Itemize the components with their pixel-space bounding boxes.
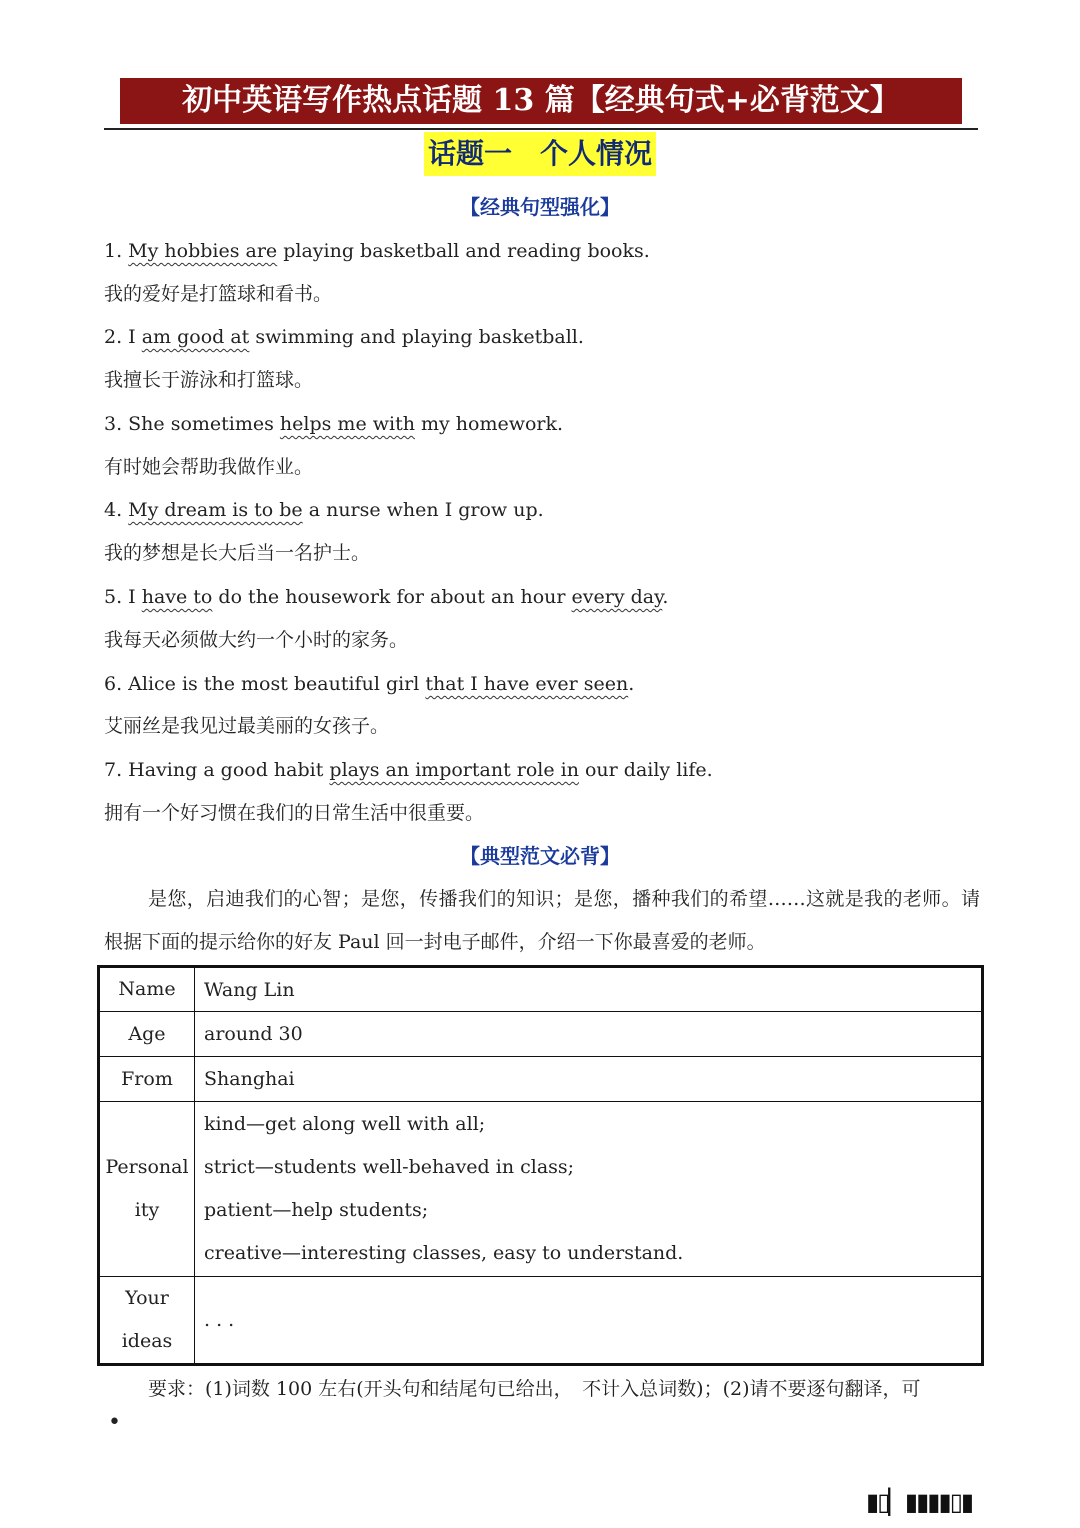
table-row — [99, 1057, 983, 1102]
ideas-label: Your ideas — [99, 1277, 195, 1365]
from-label: From — [99, 1057, 195, 1102]
sentence-en: 3. She sometimes helps me with my homework. — [104, 413, 564, 435]
name-value: Wang Lin — [195, 967, 983, 1012]
watermark-icon: ▮▯▏▮▮▮▮▯▮ — [866, 1488, 973, 1516]
personality-line: patient—help students; — [204, 1199, 429, 1221]
teacher-info-table — [97, 965, 984, 1366]
sentence-en: 6. Alice is the most beautiful girl that I have ever seen. — [104, 673, 635, 695]
age-value: around 30 — [195, 1012, 983, 1057]
personality-line: creative—interesting classes, easy to understand. — [204, 1242, 684, 1264]
name-label: Name — [99, 967, 195, 1012]
requirements-text: 要求：(1)词数 100 左右(开头句和结尾句已给出， 不计入总词数)；(2)请不要逐句翻译，可 — [148, 1378, 921, 1400]
table-row — [99, 1012, 983, 1057]
sentence-en: 7. Having a good habit plays an important role in our daily life. — [104, 759, 713, 781]
essay-heading: 【典型范文必背】 — [460, 844, 620, 868]
from-value: Shanghai — [195, 1057, 983, 1102]
essay-prompt: 是您，启迪我们的心智；是您，传播我们的知识；是您，播种我们的希望……这就是我的老师。请根据下面的提示给你的好友 Paul 回一封电子邮件，介绍一下你最喜爱的老师。 — [104, 888, 980, 953]
table-row — [99, 1102, 983, 1277]
ideas-value: . . . — [195, 1277, 983, 1365]
personality-line: kind—get along well with all; — [204, 1113, 486, 1135]
sentence-zh: 我每天必须做大约一个小时的家务。 — [104, 629, 409, 651]
sentence-zh: 我的爱好是打篮球和看书。 — [104, 283, 333, 305]
bullet-dot: • — [108, 1410, 121, 1435]
table-row — [99, 1277, 983, 1365]
sentence-en: 4. My dream is to be a nurse when I grow up. — [104, 499, 544, 521]
topic-heading: 话题一 个人情况 — [424, 132, 656, 176]
sentence-zh: 我擅长于游泳和打篮球。 — [104, 369, 314, 391]
sentence-zh: 拥有一个好习惯在我们的日常生活中很重要。 — [104, 802, 485, 824]
table-row — [99, 967, 983, 1012]
title-banner — [104, 76, 978, 130]
personality-line: strict—students well-behaved in class; — [204, 1156, 575, 1178]
sentences-heading: 【经典句型强化】 — [460, 195, 620, 219]
document-title: 初中英语写作热点话题 13 篇【经典句式+必背范文】 — [120, 78, 962, 124]
sentence-zh: 艾丽丝是我见过最美丽的女孩子。 — [104, 715, 390, 737]
personality-label: Personality — [99, 1102, 195, 1277]
sentence-zh: 有时她会帮助我做作业。 — [104, 456, 314, 478]
personality-values — [195, 1102, 983, 1277]
sentence-en: 1. My hobbies are playing basketball and reading books. — [104, 240, 650, 262]
sentence-zh: 我的梦想是长大后当一名护士。 — [104, 542, 371, 564]
age-label: Age — [99, 1012, 195, 1057]
sentence-en: 2. I am good at swimming and playing basketball. — [104, 326, 584, 348]
sentence-en: 5. I have to do the housework for about an hour every day. — [104, 586, 669, 608]
